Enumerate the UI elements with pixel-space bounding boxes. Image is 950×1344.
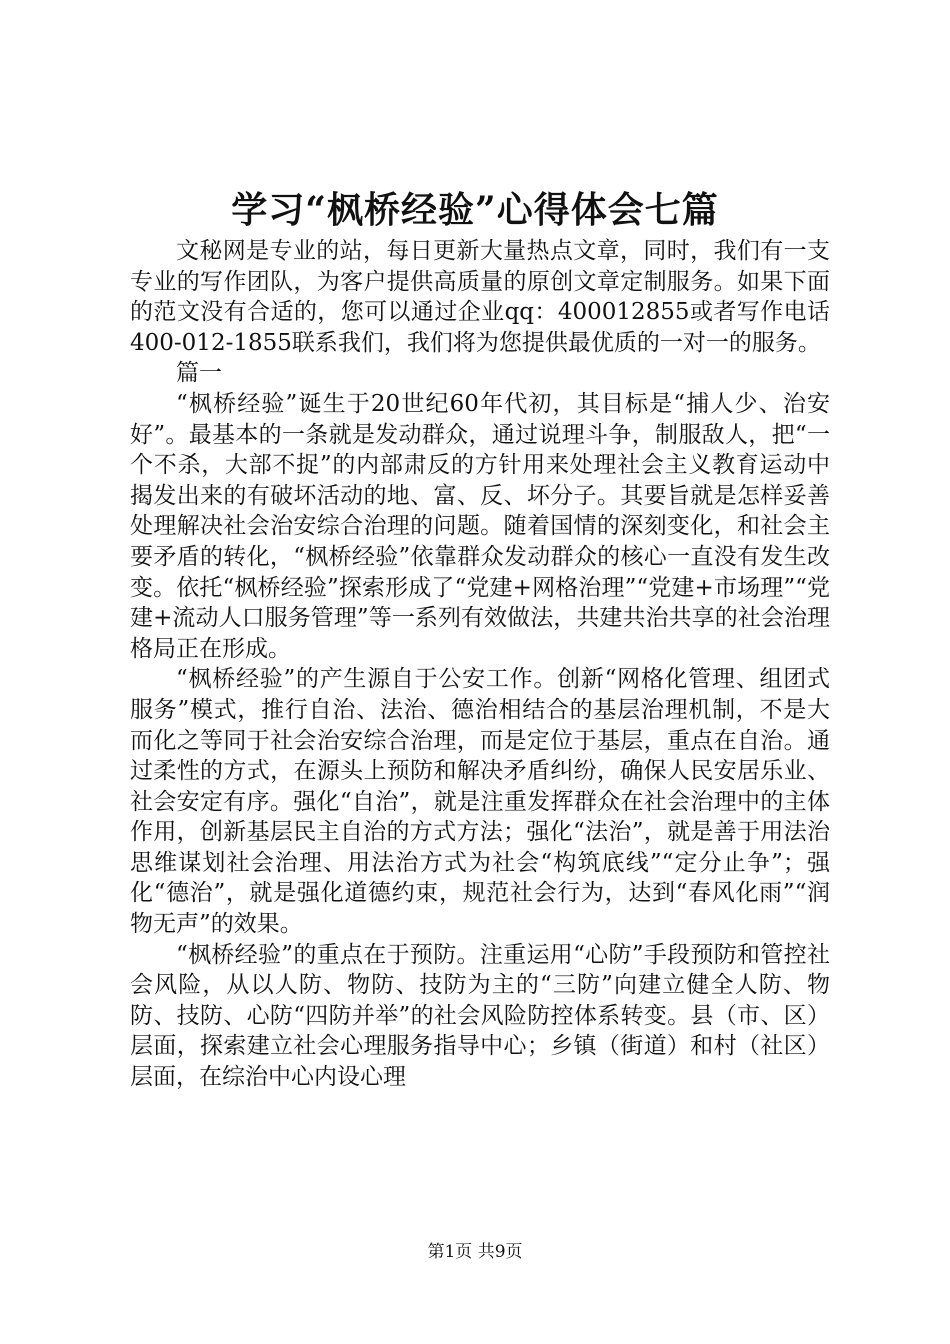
body-paragraph: “枫桥经验”的重点在于预防。注重运用“心防”手段预防和管控社会风险，从以人防、物防、技防为主的“三防”向建立健全人防、物防、技防、心防“四防并举”的社会风险防控体系转变。县（市、区）层面，探索建立社会心理服务指导中心；乡镇（街道）和村（社区）层面，在综治中心内设心理: [130, 941, 830, 1091]
section-heading: 篇一: [176, 360, 222, 387]
page-number-footer: 第1页 共9页: [427, 1242, 523, 1262]
document-title: 学习“枫桥经验”心得体会七篇: [231, 189, 719, 231]
body-paragraph: “枫桥经验”的产生源自于公安工作。创新“网格化管理、组团式服务”模式，推行自治、法治、德治相结合的基层治理机制，不是大而化之等同于社会治安综合治理，而是定位于基层，重点在自治。通过柔性的方式，在源头上预防和解决矛盾纠纷，确保人民安居乐业、社会安定有序。强化“自治”，就是注重发挥群众在社会治理中的主体作用，创新基层民主自治的方式方法；强化“法治”，就是善于用法治思维谋划社会治理、用法治方式为社会“构筑底线”“定分止争”；强化“德治”，就是强化道德约束，规范社会行为，达到“春风化雨”“润物无声”的效果。: [130, 666, 830, 938]
body-paragraph: “枫桥经验”诞生于20世纪60年代初，其目标是“捕人少、治安好”。最基本的一条就是发动群众，通过说理斗争，制服敌人，把“一个不杀，大部不捉”的内部肃反的方针用来处理社会主义教育运动中揭发出来的有破坏活动的地、富、反、坏分子。其要旨就是怎样妥善处理解决社会治安综合治理的问题。随着国情的深刻变化，和社会主要矛盾的转化，“枫桥经验”依靠群众发动群众的核心一直没有发生改变。依托“枫桥经验”探索形成了“党建+网格治理”“党建+市场理”“党建+流动人口服务管理”等一系列有效做法，共建共治共享的社会治理格局正在形成。: [130, 390, 830, 662]
document-body: [130, 236, 830, 1093]
intro-paragraph: 文秘网是专业的站，每日更新大量热点文章，同时，我们有一支专业的写作团队，为客户提供高质量的原创文章定制服务。如果下面的范文没有合适的，您可以通过企业qq：400012855或者写作电话400-012-1855联系我们，我们将为您提供最优质的一对一的服务。: [130, 238, 830, 356]
